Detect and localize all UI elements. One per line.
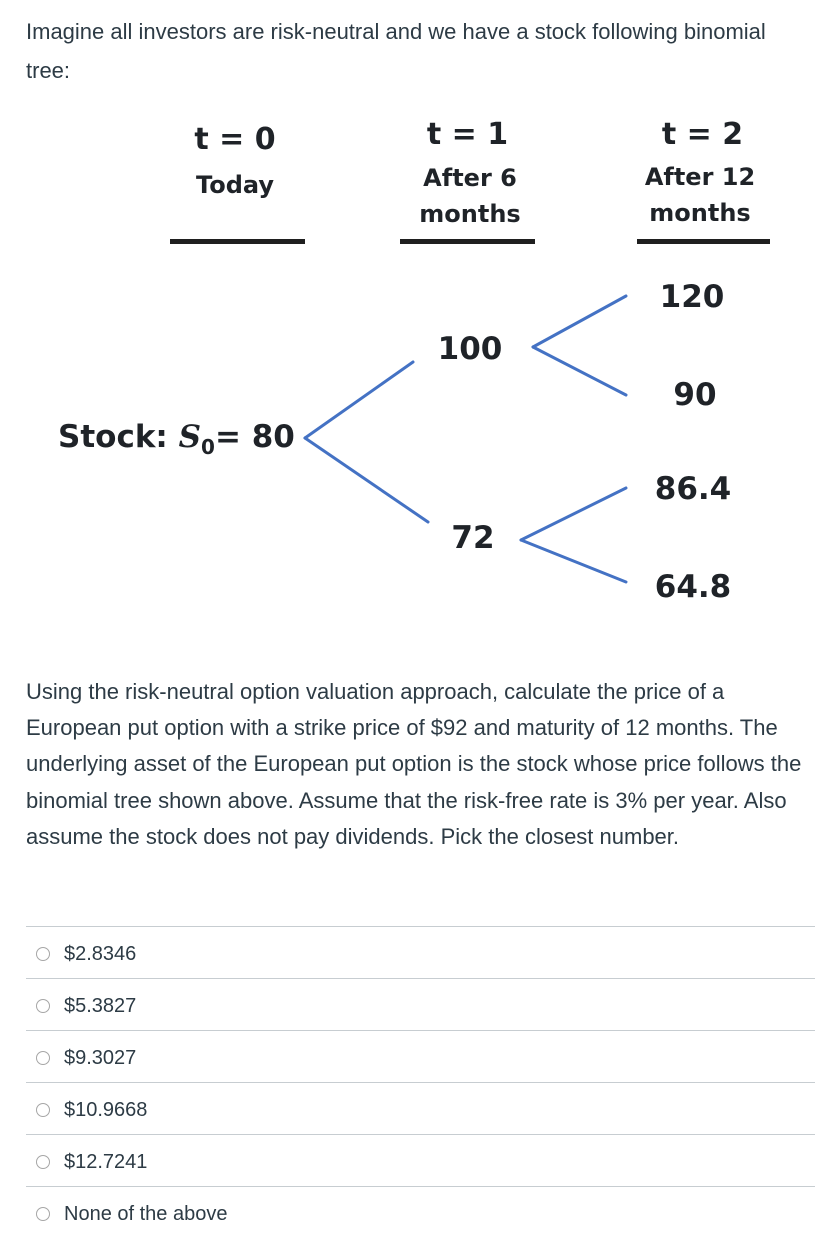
root-node-label: [58, 419, 295, 465]
answer-option[interactable]: [26, 1186, 815, 1238]
answer-option[interactable]: [26, 1082, 815, 1134]
period-0-subtitle: Today: [196, 171, 274, 199]
period-0-heading: t = 0: [194, 122, 276, 157]
radio-button[interactable]: [36, 999, 50, 1013]
root-value: = 80: [214, 419, 295, 455]
root-subscript: 0: [201, 435, 215, 460]
branch-up-down: [533, 347, 626, 395]
period-2-subtitle-line2: months: [649, 199, 751, 227]
node-t2-du: 86.4: [654, 471, 732, 507]
question-text: Using the risk-neutral option valuation approach, calculate the price of a European put option with a strike price of $92 and maturity of 12 months. The underlying asset of the European put option is the stock whose price follows the binomial tree shown above. Assume that the risk-free rate is 3% per year. Also assume the stock does not pay dividends. Pick the closest number.: [26, 679, 802, 849]
period-1-subtitle-line2: months: [419, 200, 521, 228]
radio-button[interactable]: [36, 1155, 50, 1169]
answer-label: $5.3827: [64, 995, 137, 1017]
branch-down-up: [521, 488, 626, 540]
branch-up-up: [533, 296, 626, 347]
question-intro: Imagine all investors are risk-neutral and we have a stock following binomial tree:: [26, 19, 766, 83]
node-t1-up: 100: [437, 331, 503, 367]
answer-option[interactable]: [26, 926, 815, 978]
answer-label: $12.7241: [64, 1151, 148, 1173]
root-label-prefix: Stock:: [58, 419, 179, 455]
answer-option[interactable]: [26, 1134, 815, 1186]
period-1-subtitle-line1: After 6: [423, 164, 517, 192]
period-2-subtitle-line1: After 12: [644, 163, 756, 191]
branch-down-down: [521, 540, 626, 582]
node-t2-dd: 64.8: [654, 569, 732, 605]
radio-button[interactable]: [36, 1051, 50, 1065]
branch-root-up: [305, 362, 413, 438]
answer-option[interactable]: [26, 1030, 815, 1082]
answer-label: $2.8346: [64, 943, 137, 965]
answer-label: $10.9668: [64, 1099, 148, 1121]
root-symbol: S: [178, 419, 202, 455]
radio-button[interactable]: [36, 1103, 50, 1117]
period-1-heading: t = 1: [426, 117, 509, 152]
tree-branches: [0, 100, 830, 620]
radio-button[interactable]: [36, 947, 50, 961]
answer-label: $9.3027: [64, 1047, 137, 1069]
answer-list: [26, 926, 815, 1238]
node-t1-down: 72: [451, 520, 495, 556]
node-t2-ud: 90: [673, 377, 717, 413]
answer-label: None of the above: [64, 1203, 228, 1225]
binomial-tree-figure: [0, 100, 830, 620]
radio-button[interactable]: [36, 1207, 50, 1221]
answer-option[interactable]: [26, 978, 815, 1030]
node-t2-uu: 120: [659, 279, 725, 315]
branch-root-down: [305, 438, 428, 522]
period-2-heading: t = 2: [661, 117, 744, 152]
